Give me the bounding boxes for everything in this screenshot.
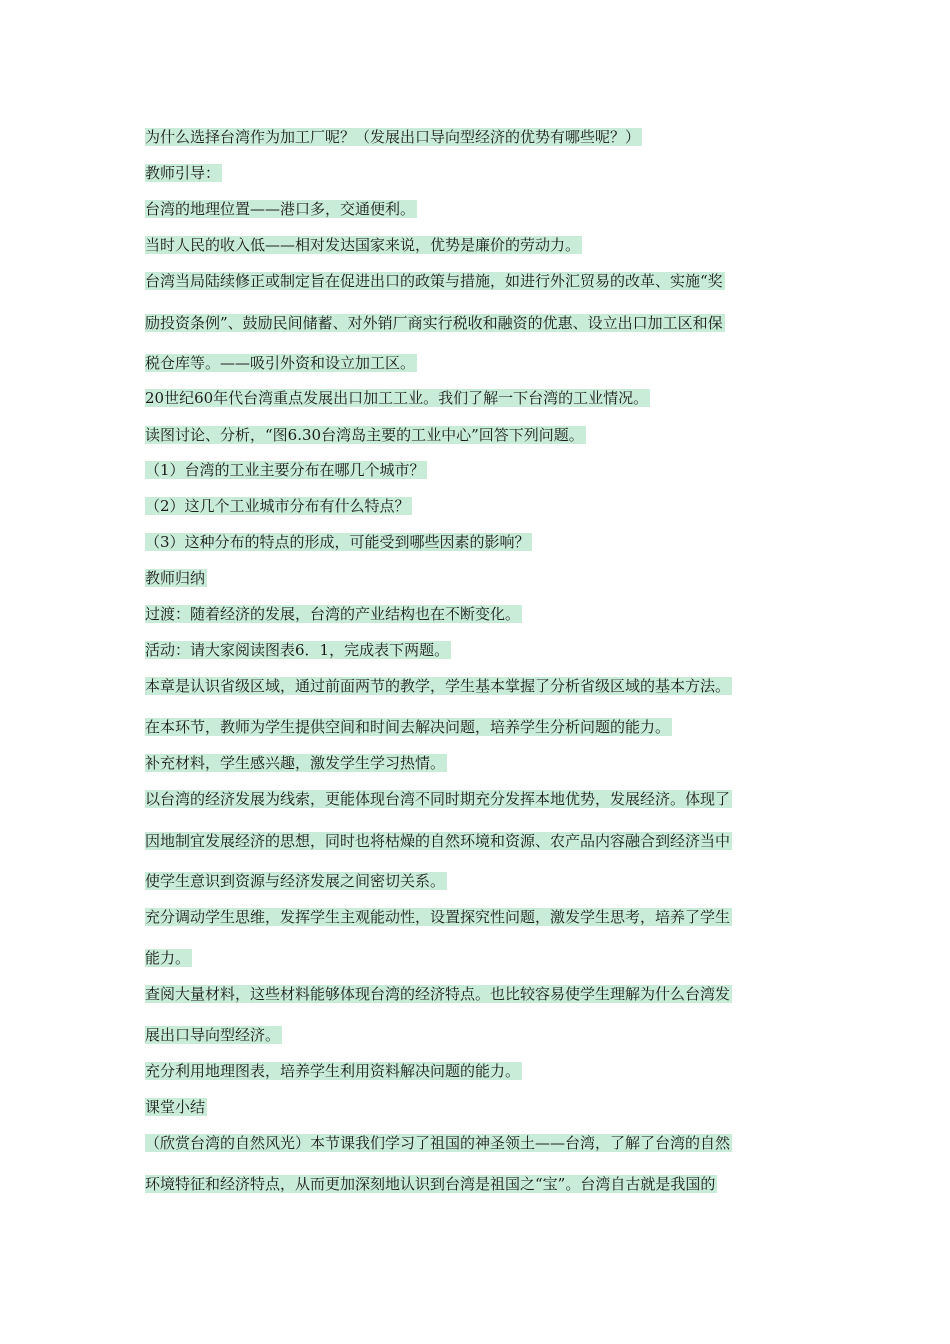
text-line bbox=[145, 386, 650, 410]
text-line bbox=[145, 269, 725, 293]
text-line-content: （3）这种分布的特点的形成，可能受到哪些因素的影响？ bbox=[145, 533, 530, 551]
text-line-content: 读图讨论、分析，“图6.30台湾岛主要的工业中心”回答下列问题。 bbox=[145, 426, 584, 444]
text-line-content: 活动：请大家阅读图表6．1，完成表下两题。 bbox=[145, 641, 450, 659]
text-line-content: 课堂小结 bbox=[145, 1098, 206, 1116]
text-line-content: 台湾的地理位置——港口多，交通便利。 bbox=[145, 200, 416, 218]
text-line-content: 因地制宜发展经济的思想，同时也将枯燥的自然环境和资源、农产品内容融合到经济当中 bbox=[145, 832, 731, 850]
text-line bbox=[145, 946, 192, 970]
text-line bbox=[145, 1023, 282, 1047]
text-line-content: 本章是认识省级区域，通过前面两节的教学，学生基本掌握了分析省级区域的基本方法。 bbox=[145, 677, 731, 695]
text-line-content: 能力。 bbox=[145, 949, 191, 967]
text-line-content: 台湾当局陆续修正或制定旨在促进出口的政策与措施，如进行外汇贸易的改革、实施“奖 bbox=[145, 272, 723, 290]
text-line bbox=[145, 566, 207, 590]
text-line bbox=[145, 787, 732, 811]
text-line bbox=[145, 715, 672, 739]
text-line-content: 展出口导向型经济。 bbox=[145, 1026, 281, 1044]
text-line-content: 20世纪60年代台湾重点发展出口加工工业。我们了解一下台湾的工业情况。 bbox=[145, 389, 649, 407]
text-line bbox=[145, 1172, 717, 1196]
text-line-content: （欣赏台湾的自然风光）本节课我们学习了祖国的神圣领土——台湾，了解了台湾的自然 bbox=[145, 1134, 731, 1152]
text-line bbox=[145, 602, 522, 626]
text-line bbox=[145, 751, 447, 775]
text-line-content: 教师引导： bbox=[145, 164, 221, 182]
text-line-content: 查阅大量材料，这些材料能够体现台湾的经济特点。也比较容易使学生理解为什么台湾发 bbox=[145, 985, 731, 1003]
text-line bbox=[145, 197, 417, 221]
text-line bbox=[145, 674, 732, 698]
text-line bbox=[145, 982, 732, 1006]
text-line-content: 使学生意识到资源与经济发展之间密切关系。 bbox=[145, 872, 446, 890]
text-line bbox=[145, 494, 412, 518]
text-line bbox=[145, 423, 586, 447]
text-line-content: 教师归纳 bbox=[145, 569, 206, 587]
text-line bbox=[145, 125, 642, 149]
text-line bbox=[145, 458, 427, 482]
text-line-content: 为什么选择台湾作为加工厂呢？（发展出口导向型经济的优势有哪些呢？） bbox=[145, 128, 641, 146]
text-line bbox=[145, 311, 725, 335]
text-line bbox=[145, 530, 532, 554]
text-line bbox=[145, 1131, 732, 1155]
text-line-content: 税仓库等。——吸引外资和设立加工区。 bbox=[145, 354, 416, 372]
text-line-content: 充分利用地理图表，培养学生利用资料解决问题的能力。 bbox=[145, 1062, 521, 1080]
text-line-content: 当时人民的收入低——相对发达国家来说，优势是廉价的劳动力。 bbox=[145, 236, 581, 254]
text-line-content: 补充材料，学生感兴趣，激发学生学习热情。 bbox=[145, 754, 446, 772]
text-line bbox=[145, 829, 732, 853]
text-line bbox=[145, 351, 417, 375]
text-line-content: 充分调动学生思维，发挥学生主观能动性，设置探究性问题，激发学生思考，培养了学生 bbox=[145, 908, 731, 926]
text-line bbox=[145, 905, 732, 929]
text-line-content: （1）台湾的工业主要分布在哪几个城市？ bbox=[145, 461, 425, 479]
text-line-content: 环境特征和经济特点，从而更加深刻地认识到台湾是祖国之“宝”。台湾自古就是我国的 bbox=[145, 1175, 716, 1193]
text-line bbox=[145, 233, 582, 257]
text-line bbox=[145, 1059, 522, 1083]
text-line-content: 以台湾的经济发展为线索，更能体现台湾不同时期充分发挥本地优势，发展经济。体现了 bbox=[145, 790, 731, 808]
text-line bbox=[145, 869, 447, 893]
text-line bbox=[145, 638, 451, 662]
text-line bbox=[145, 161, 222, 185]
text-line-content: 在本环节，教师为学生提供空间和时间去解决问题，培养学生分析问题的能力。 bbox=[145, 718, 671, 736]
text-line-content: 过渡：随着经济的发展，台湾的产业结构也在不断变化。 bbox=[145, 605, 521, 623]
text-line-content: 励投资条例”、鼓励民间储蓄、对外销厂商实行税收和融资的优惠、设立出口加工区和保 bbox=[145, 314, 723, 332]
text-line-content: （2）这几个工业城市分布有什么特点？ bbox=[145, 497, 410, 515]
text-line bbox=[145, 1095, 207, 1119]
